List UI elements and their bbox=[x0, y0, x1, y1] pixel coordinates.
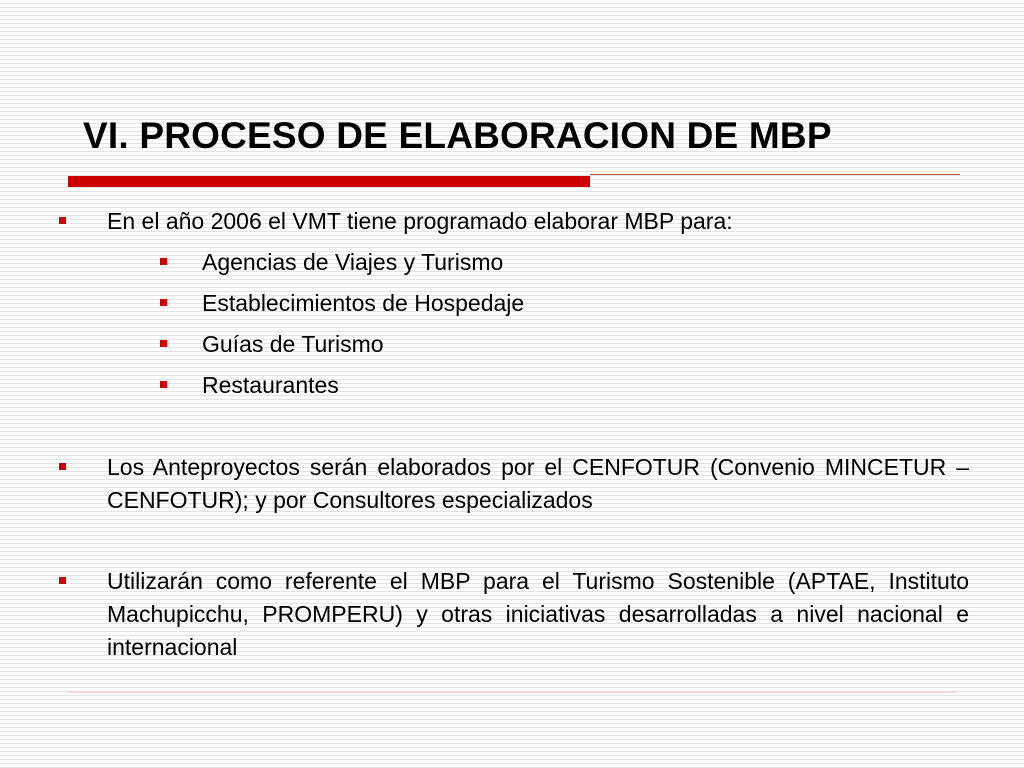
sub-item: Guías de Turismo bbox=[202, 331, 384, 357]
slide-title: VI. PROCESO DE ELABORACION DE MBP bbox=[83, 115, 832, 156]
bullet-text: En el año 2006 el VMT tiene programado elaborar MBP para: bbox=[107, 208, 733, 234]
bullet-text: Utilizarán como referente el MBP para el Turismo Sostenible (APTAE, Instituto Machupicchu, PROMPERU) y otras iniciativas desarrolladas a nivel nacional e internacional bbox=[107, 568, 969, 660]
sub-bullet-square-icon bbox=[160, 340, 167, 347]
sub-item: Restaurantes bbox=[202, 372, 339, 398]
bullet-text: Los Anteproyectos serán elaborados por el CENFOTUR (Convenio MINCETUR – CENFOTUR); y por Consultores especializados bbox=[107, 454, 969, 513]
bullet-square-icon bbox=[59, 577, 66, 584]
bullet-square-icon bbox=[59, 217, 66, 224]
title-underline bbox=[590, 174, 960, 175]
footer-divider bbox=[68, 691, 956, 693]
sub-bullet-square-icon bbox=[160, 381, 167, 388]
title-accent-bar bbox=[68, 176, 590, 187]
sub-bullet-square-icon bbox=[160, 299, 167, 306]
bullet-square-icon bbox=[59, 463, 66, 470]
sub-item: Establecimientos de Hospedaje bbox=[202, 290, 525, 316]
sub-item: Agencias de Viajes y Turismo bbox=[202, 249, 504, 275]
sub-bullet-square-icon bbox=[160, 258, 167, 265]
